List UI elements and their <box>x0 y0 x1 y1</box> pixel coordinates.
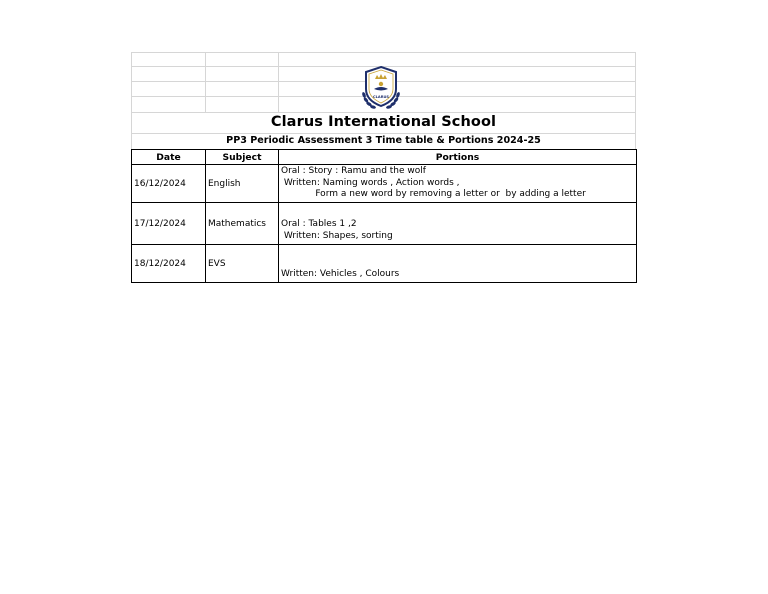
logo-lettering: CLARUS <box>373 95 389 99</box>
portions-cell <box>279 203 637 245</box>
subject-cell: Mathematics <box>206 203 279 245</box>
portion-line: Written: Shapes, sorting <box>281 231 393 241</box>
portion-line: Written: Naming words , Action words , <box>281 177 460 188</box>
school-name: Clarus International School <box>270 114 497 130</box>
date-cell: 18/12/2024 <box>132 245 206 283</box>
portion-line: Form a new word by removing a letter or by adding a letter <box>281 189 586 199</box>
timetable-table <box>131 149 637 283</box>
date-cell: 17/12/2024 <box>132 203 206 245</box>
column-header-date: Date <box>132 150 206 165</box>
portion-line: Oral : Story : Ramu and the wolf <box>281 166 426 176</box>
date-cell: 16/12/2024 <box>132 165 206 203</box>
table-row <box>132 245 637 283</box>
school-logo <box>358 65 404 111</box>
column-header-subject: Subject <box>206 150 279 165</box>
column-header-portions: Portions <box>279 150 637 165</box>
subject-cell: English <box>206 165 279 203</box>
table-row <box>132 203 637 245</box>
portion-line: Written: Vehicles , Colours <box>281 269 400 279</box>
table-header-row <box>132 150 637 165</box>
timetable-title: PP3 Periodic Assessment 3 Time table & Portions 2024-25 <box>226 135 541 146</box>
table-row <box>132 165 637 203</box>
header-block <box>131 52 636 149</box>
portions-cell <box>279 165 637 203</box>
subject-cell: EVS <box>206 245 279 283</box>
portions-cell <box>279 245 637 283</box>
timetable-sheet <box>131 52 636 279</box>
portion-line: Oral : Tables 1 ,2 <box>281 219 357 229</box>
